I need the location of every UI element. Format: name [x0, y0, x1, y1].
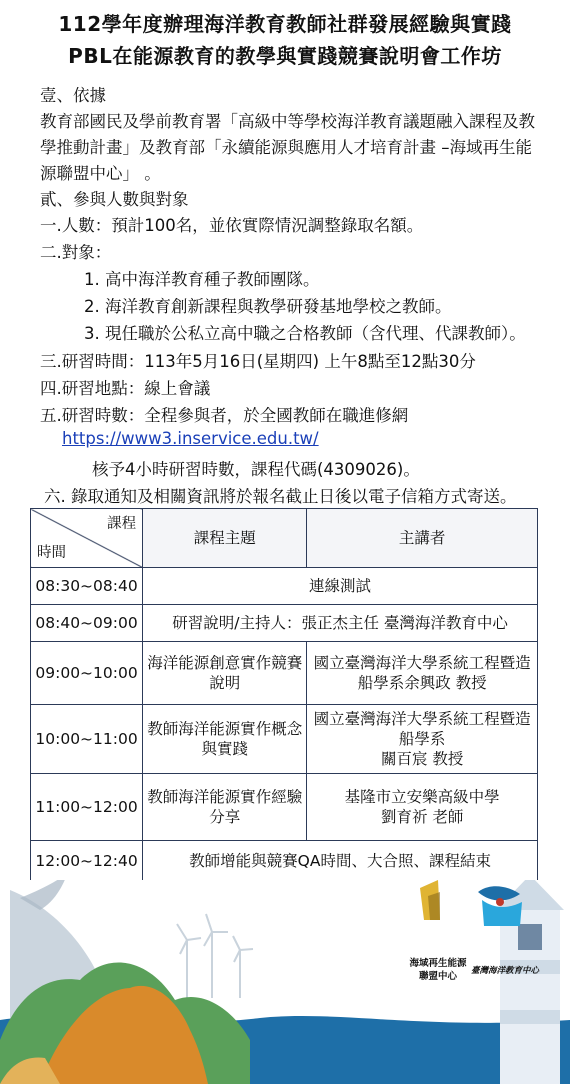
target-heading: 二.對象：: [40, 243, 112, 262]
speaker-affiliation: 基隆市立安樂高級中學: [344, 787, 500, 806]
table-row: [31, 605, 538, 642]
title-line-2: PBL在能源教育的教學與實踐競賽說明會工作坊: [68, 44, 502, 68]
target-item-2: 2. 海洋教育創新課程與教學研發基地學校之教師。: [84, 297, 452, 316]
title-line-1: 112學年度辦理海洋教育教師社群發展經驗與實踐: [58, 12, 512, 36]
table-row: [31, 774, 538, 841]
merged-cell: 研習說明/主持人：張正杰主任 臺灣海洋教育中心: [143, 605, 538, 642]
time-cell: 12:00~12:40: [31, 841, 143, 882]
table-row: [31, 705, 538, 774]
speaker-affiliation: 國立臺灣海洋大學系統工程暨造船學系: [313, 709, 531, 748]
marine-center-logo-text: 臺灣海洋教育中心: [470, 966, 539, 976]
course-code: 核予4小時研習時數，課程代碼(4309026)。: [92, 460, 420, 479]
topic-cell: 教師海洋能源實作概念與實踐: [143, 705, 307, 774]
diagonal-header-cell: [31, 509, 143, 568]
merged-cell: 連線測試: [143, 568, 538, 605]
section-1-text-1: 教育部國民及學前教育署「高級中等學校海洋教育議題融入課程及教: [40, 112, 535, 131]
workshop-location: 四.研習地點：線上會議: [40, 379, 211, 398]
header-topic: 課程主題: [143, 509, 307, 568]
header-speaker: 主講者: [307, 509, 538, 568]
workshop-time: 三.研習時間：113年5月16日(星期四) 上午8點至12點30分: [40, 352, 476, 371]
participant-count: 一.人數：預計100名，並依實際情況調整錄取名額。: [40, 216, 424, 235]
header-time-label: 時間: [37, 545, 66, 562]
speaker-cell: 國立臺灣海洋大學系統工程暨造船學系余興政 教授: [307, 642, 538, 705]
table-header-row: [31, 509, 538, 568]
header-course-label: 課程: [107, 516, 137, 532]
target-item-1: 1. 高中海洋教育種子教師團隊。: [84, 270, 320, 289]
time-cell: 08:40~09:00: [31, 605, 143, 642]
section-2-heading: 貳、參與人數與對象: [40, 190, 189, 209]
section-1-text-3: 源聯盟中心」 。: [40, 164, 161, 183]
speaker-cell: [307, 705, 538, 774]
ocean-illustration: [0, 880, 570, 1084]
time-cell: 09:00~10:00: [31, 642, 143, 705]
inservice-link[interactable]: https://www3.inservice.edu.tw/: [62, 429, 319, 448]
speaker-name: 關百宸 教授: [380, 750, 464, 769]
time-cell: 11:00~12:00: [31, 774, 143, 841]
logo-text-line-1: 海域再生能源: [409, 958, 467, 969]
logo-text-line-2: 聯盟中心: [418, 970, 457, 982]
workshop-hours: 五.研習時數：全程參與者，於全國教師在職進修網: [40, 406, 409, 425]
topic-cell: 海洋能源創意實作競賽說明: [143, 642, 307, 705]
time-cell: 10:00~11:00: [31, 705, 143, 774]
schedule-table: [30, 508, 538, 882]
section-1-heading: 壹、依據: [40, 86, 106, 105]
table-row: [31, 642, 538, 705]
renewable-center-logo-text: [400, 958, 476, 984]
topic-cell: 教師海洋能源實作經驗分享: [143, 774, 307, 841]
section-1-text-2: 學推動計畫」及教育部「永續能源與應用人才培育計畫 –海域再生能: [40, 138, 532, 157]
table-row: [31, 841, 538, 882]
admission-notice: 六. 錄取通知及相關資訊將於報名截止日後以電子信箱方式寄送。: [44, 487, 517, 506]
table-row: [31, 568, 538, 605]
speaker-cell: [307, 774, 538, 841]
target-item-3: 3. 現任職於公私立高中職之合格教師（含代理、代課教師）。: [84, 324, 526, 343]
speaker-name: 劉育祈 老師: [380, 808, 464, 826]
merged-cell: 教師增能與競賽QA時間、大合照、課程結束: [143, 841, 538, 882]
time-cell: 08:30~08:40: [31, 568, 143, 605]
